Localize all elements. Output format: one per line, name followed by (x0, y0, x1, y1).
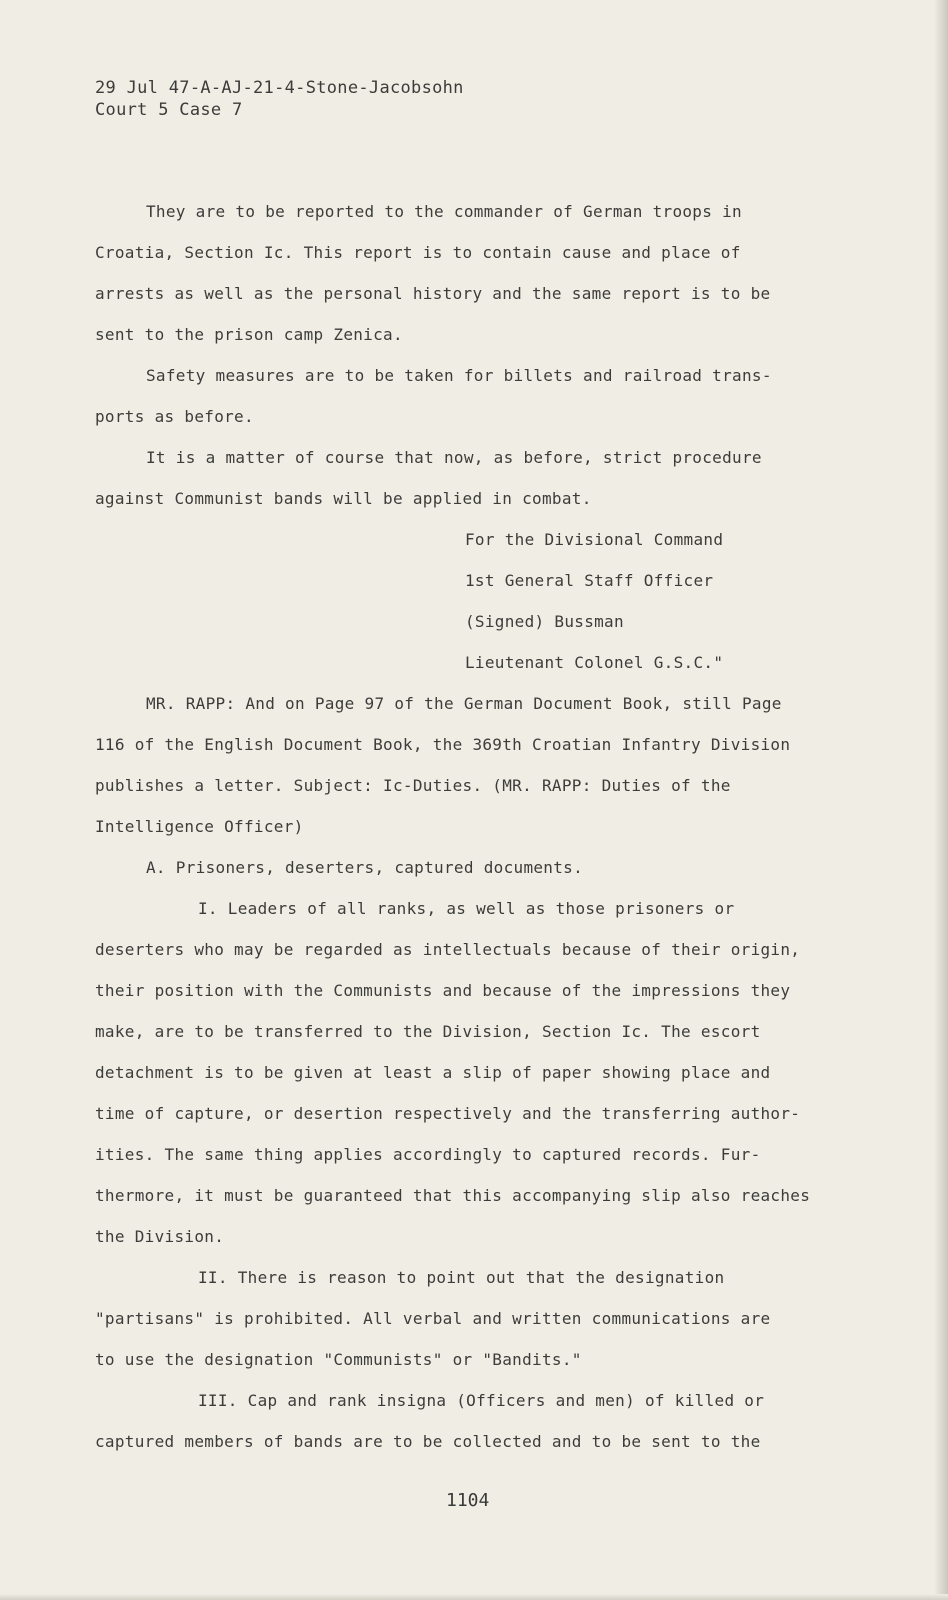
body-line: ities. The same thing applies accordingly to captured records. Fur- (95, 1145, 761, 1164)
body-line: publishes a letter. Subject: Ic-Duties. (MR. RAPP: Duties of the (95, 776, 731, 795)
body-line: Safety measures are to be taken for billets and railroad trans- (146, 366, 772, 385)
body-line: their position with the Communists and because of the impressions they (95, 981, 791, 1000)
body-line: III. Cap and rank insigna (Officers and men) of killed or (198, 1391, 765, 1410)
body-line: Croatia, Section Ic. This report is to contain cause and place of (95, 243, 741, 262)
signature-block-line: (Signed) Bussman (465, 612, 624, 631)
page-number: 1104 (446, 1490, 490, 1511)
signature-block-line: Lieutenant Colonel G.S.C." (465, 653, 724, 672)
signature-block-line: 1st General Staff Officer (465, 571, 714, 590)
body-line: They are to be reported to the commander of German troops in (146, 202, 742, 221)
page-bottom-edge (0, 1594, 948, 1600)
body-line: thermore, it must be guaranteed that this accompanying slip also reaches (95, 1186, 811, 1205)
body-line: make, are to be transferred to the Division, Section Ic. The escort (95, 1022, 761, 1041)
body-line: It is a matter of course that now, as before, strict procedure (146, 448, 762, 467)
section-heading: A. Prisoners, deserters, captured documents. (146, 858, 584, 877)
body-line: time of capture, or desertion respectively and the transferring author- (95, 1104, 801, 1123)
body-line: sent to the prison camp Zenica. (95, 325, 403, 344)
body-line: "partisans" is prohibited. All verbal and written communications are (95, 1309, 771, 1328)
body-line: to use the designation "Communists" or "Bandits." (95, 1350, 582, 1369)
body-line: detachment is to be given at least a slip of paper showing place and (95, 1063, 771, 1082)
body-line: II. There is reason to point out that the designation (198, 1268, 725, 1287)
body-line: the Division. (95, 1227, 225, 1246)
body-line: against Communist bands will be applied in combat. (95, 489, 592, 508)
body-line: 116 of the English Document Book, the 369th Croatian Infantry Division (95, 735, 791, 754)
page-edge-shadow (934, 0, 948, 1600)
header-court-case: Court 5 Case 7 (95, 100, 243, 120)
header-case-reference: 29 Jul 47-A-AJ-21-4-Stone-Jacobsohn (95, 78, 464, 98)
body-line: ports as before. (95, 407, 254, 426)
body-line: deserters who may be regarded as intellectuals because of their origin, (95, 940, 801, 959)
body-line: Intelligence Officer) (95, 817, 304, 836)
signature-block-line: For the Divisional Command (465, 530, 724, 549)
body-line: MR. RAPP: And on Page 97 of the German Document Book, still Page (146, 694, 782, 713)
body-line: I. Leaders of all ranks, as well as those prisoners or (198, 899, 735, 918)
body-line: captured members of bands are to be collected and to be sent to the (95, 1432, 761, 1451)
body-line: arrests as well as the personal history and the same report is to be (95, 284, 771, 303)
